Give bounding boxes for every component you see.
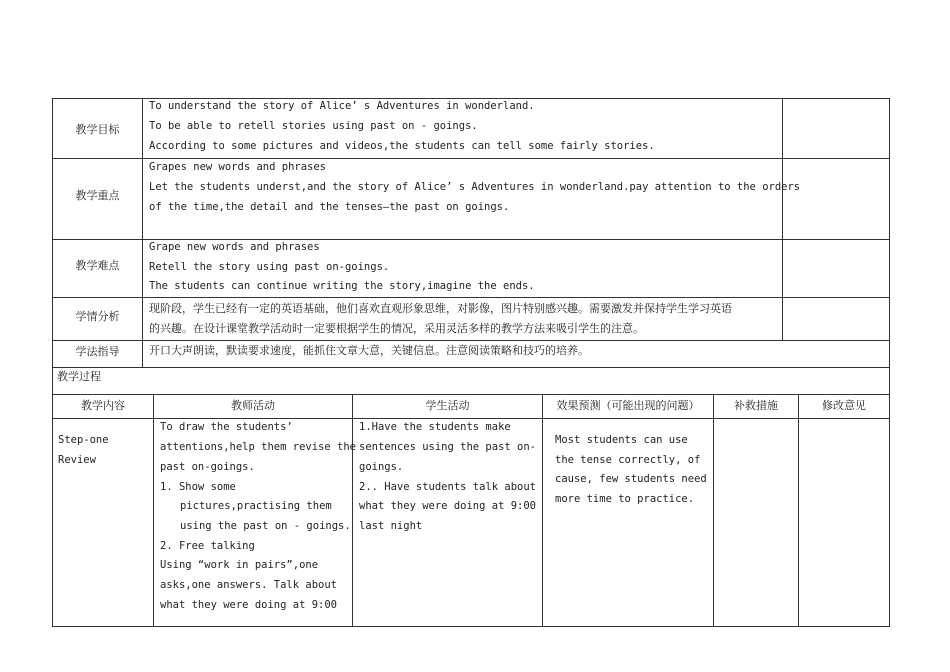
- teacher-activity-line: using the past on - goings.: [180, 520, 351, 532]
- column-header: 补救措施: [734, 399, 778, 412]
- section-label-key-points: 教学重点: [75, 189, 120, 202]
- step-content-line: Step-one: [58, 434, 109, 446]
- section-label-objectives: 教学目标: [75, 123, 120, 136]
- step-content-line: Review: [58, 454, 96, 466]
- column-header: 效果预测（可能出现的问题）: [556, 399, 700, 412]
- rule: [52, 394, 890, 395]
- process-title: 教学过程: [57, 370, 101, 383]
- effect-prediction-line: the tense correctly, of: [555, 454, 701, 466]
- rule: [782, 98, 783, 341]
- difficulty-line: Retell the story using past on-goings.: [149, 261, 390, 273]
- rule: [52, 98, 890, 99]
- objective-line: To be able to retell stories using past on - goings.: [149, 120, 478, 132]
- effect-prediction-line: Most students can use: [555, 434, 688, 446]
- teacher-activity-line: what they were doing at 9:00: [160, 599, 338, 611]
- guidance-line: 开口大声朗读，默读要求速度，能抓住文章大意，关键信息。注意阅读策略和技巧的培养。: [149, 344, 589, 357]
- column-header: 修改意见: [822, 399, 866, 412]
- teacher-activity-line: To draw the students’: [160, 421, 293, 433]
- rule: [713, 394, 714, 627]
- section-label-study-guidance: 学法指导: [75, 345, 120, 358]
- teacher-activity-line: asks,one answers. Talk about: [160, 579, 338, 591]
- rule: [352, 394, 353, 627]
- student-activity-line: 1.Have the students make: [359, 421, 511, 433]
- teacher-activity-line: attentions,help them revise the: [160, 441, 356, 453]
- analysis-line: 现阶段，学生已经有一定的英语基础，他们喜欢直观形象思维，对影像，图片特别感兴趣。需要激发并保持学生学习英语: [149, 302, 732, 315]
- rule: [52, 340, 890, 341]
- section-label-difficulties: 教学难点: [75, 259, 120, 272]
- student-activity-line: sentences using the past on-: [359, 441, 537, 453]
- rule: [52, 418, 890, 419]
- rule: [52, 297, 890, 298]
- rule: [798, 394, 799, 627]
- rule: [142, 98, 143, 368]
- teacher-activity-line: 2. Free talking: [160, 540, 255, 552]
- rule: [153, 394, 154, 627]
- teacher-activity-line: pictures,practising them: [180, 500, 332, 512]
- effect-prediction-line: cause, few students need: [555, 473, 707, 485]
- teacher-activity-line: past on-goings.: [160, 461, 255, 473]
- rule: [52, 98, 53, 627]
- rule: [889, 98, 890, 627]
- analysis-line: 的兴趣。在设计课堂教学活动时一定要根据学生的情况，采用灵活多样的教学方法来吸引学生的注意。: [149, 322, 644, 335]
- difficulty-line: Grape new words and phrases: [149, 241, 320, 253]
- difficulty-line: The students can continue writing the story,imagine the ends.: [149, 280, 535, 292]
- key-point-line: Grapes new words and phrases: [149, 161, 327, 173]
- objective-line: According to some pictures and videos,the students can tell some fairly stories.: [149, 140, 655, 152]
- key-point-line: Let the students underst,and the story of Alice’ s Adventures in wonderland.pay attention to the orders: [149, 181, 801, 193]
- effect-prediction-line: more time to practice.: [555, 493, 695, 505]
- objective-line: To understand the story of Alice’ s Adventures in wonderland.: [149, 100, 535, 112]
- column-header: 教学内容: [81, 399, 125, 412]
- rule: [52, 239, 890, 240]
- student-activity-line: goings.: [359, 461, 404, 473]
- column-header: 学生活动: [425, 399, 470, 412]
- student-activity-line: last night: [359, 520, 423, 532]
- rule: [52, 158, 890, 159]
- rule: [542, 394, 543, 627]
- rule: [52, 367, 890, 368]
- rule: [52, 626, 890, 627]
- teacher-activity-line: 1. Show some: [160, 481, 236, 493]
- section-label-learner-analysis: 学情分析: [75, 310, 120, 323]
- student-activity-line: what they were doing at 9:00: [359, 500, 537, 512]
- student-activity-line: 2.. Have students talk about: [359, 481, 537, 493]
- key-point-line: of the time,the detail and the tenses—the past on goings.: [149, 201, 510, 213]
- column-header: 教师活动: [231, 399, 275, 412]
- teacher-activity-line: Using “work in pairs”,one: [160, 559, 319, 571]
